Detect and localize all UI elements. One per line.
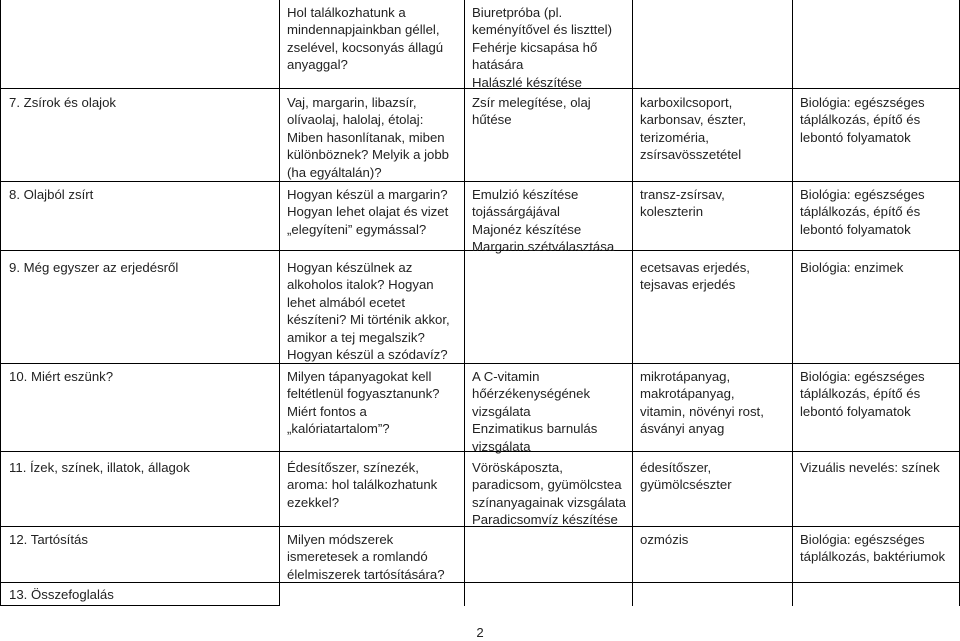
table-cell-topic: 9. Még egyszer az erjedésről: [9, 260, 179, 275]
table-cell-concepts: transz-zsírsav, koleszterin: [640, 187, 725, 220]
table-cell-questions: Édesítőszer, színezék, aroma: hol találkozhatunk ezekkel?: [287, 460, 438, 510]
table-cell-experiments: Biuretpróba (pl. keményítővel és liszttel) Fehérje kicsapása hő hatására Halászlé készítése: [472, 5, 612, 90]
table-cell-topic: 13. Összefoglalás: [9, 587, 114, 602]
table-cell-topic: 8. Olajból zsírt: [9, 187, 94, 202]
table-cell-experiments: A C-vitamin hőérzékenységének vizsgálata Enzimatikus barnulás vizsgálata: [472, 369, 598, 454]
table-border: [0, 0, 1, 606]
table-cell-concepts: ozmózis: [640, 532, 689, 547]
table-cell-links: Biológia: egészséges táplálkozás, építő és lebontó folyamatok: [800, 187, 925, 237]
column-divider: [792, 0, 793, 606]
table-cell-experiments: Emulzió készítése tojássárgájával Majonéz készítése Margarin szétválasztása: [472, 187, 615, 255]
column-divider: [632, 0, 633, 606]
row-divider: [0, 181, 960, 182]
table-cell-experiments: Zsír melegítése, olaj hűtése: [472, 95, 591, 128]
page-number: 2: [476, 625, 484, 640]
row-divider: [0, 363, 960, 364]
table-cell-concepts: ecetsavas erjedés, tejsavas erjedés: [640, 260, 750, 293]
table-cell-concepts: mikrotápanyag, makrotápanyag, vitamin, növényi rost, ásványi anyag: [640, 369, 764, 437]
table-cell-experiments: Vöröskáposzta, paradicsom, gyümölcstea színanyagainak vizsgálata Paradicsomvíz készítése: [472, 460, 626, 528]
table-cell-concepts: karboxilcsoport, karbonsav, észter, terizoméria, zsírsavösszetétel: [640, 95, 747, 163]
table-cell-links: Biológia: egészséges táplálkozás, építő és lebontó folyamatok: [800, 369, 925, 419]
table-cell-topic: 10. Miért eszünk?: [9, 369, 114, 384]
table-cell-links: Vizuális nevelés: színek: [800, 460, 940, 475]
table-cell-questions: Milyen módszerek ismeretesek a romlandó élelmiszerek tartósítására?: [287, 532, 445, 582]
table-cell-topic: 11. Ízek, színek, illatok, állagok: [9, 460, 190, 475]
table-cell-links: Biológia: egészséges táplálkozás, baktériumok: [800, 532, 946, 565]
column-divider: [279, 0, 280, 606]
table-cell-questions: Vaj, margarin, libazsír, olívaolaj, halolaj, étolaj: Miben hasonlítanak, miben különböznek? Melyik a jobb (ha egyáltalán)?: [287, 95, 450, 180]
column-divider: [464, 0, 465, 606]
table-cell-questions: Hogyan készül a margarin? Hogyan lehet olajat és vizet „elegyíteni” egymással?: [287, 187, 449, 237]
table-cell-links: Biológia: enzimek: [800, 260, 904, 275]
table-cell-concepts: édesítőszer, gyümölcsészter: [640, 460, 732, 493]
table-cell-questions: Hol találkozhatunk a mindennapjainkban géllel, zselével, kocsonyás állagú anyaggal?: [287, 5, 444, 73]
table-cell-topic: 12. Tartósítás: [9, 532, 88, 547]
row-divider: [0, 582, 960, 583]
row-divider: [0, 605, 280, 606]
table-cell-topic: 7. Zsírok és olajok: [9, 95, 117, 110]
table-cell-links: Biológia: egészséges táplálkozás, építő és lebontó folyamatok: [800, 95, 925, 145]
table-cell-questions: Hogyan készülnek az alkoholos italok? Hogyan lehet almából ecetet készíteni? Mi történik akkor, amikor a tej megalszik? Hogyan készül a szódavíz?: [287, 260, 450, 363]
table-cell-questions: Milyen tápanyagokat kell feltétlenül fogyasztanunk? Miért fontos a „kalóriatartalom”?: [287, 369, 440, 437]
